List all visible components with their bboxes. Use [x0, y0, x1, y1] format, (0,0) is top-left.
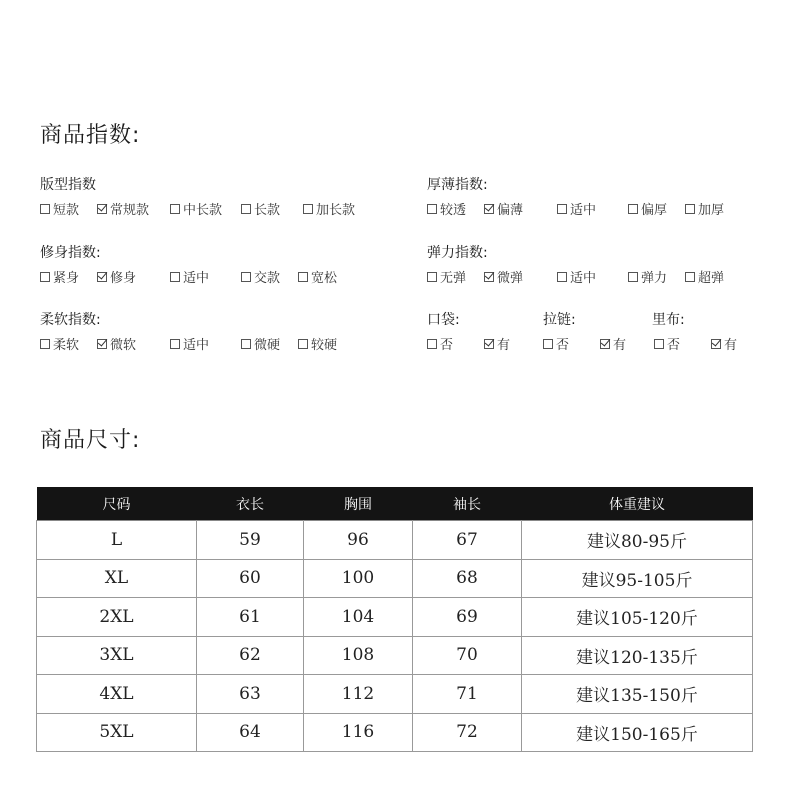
table-row: [37, 521, 753, 560]
option-label: 中长款: [183, 203, 223, 218]
pocket-options: [427, 334, 510, 353]
option[interactable]: [685, 267, 724, 286]
checkbox-icon[interactable]: [628, 204, 638, 214]
table-cell: 59: [197, 521, 304, 560]
table-header-row: [37, 487, 753, 521]
option-label: 宽松: [311, 271, 338, 286]
table-cell: 112: [304, 675, 413, 714]
option[interactable]: [427, 199, 484, 218]
column-header-weight: 体重建议: [522, 487, 753, 521]
checkbox-icon[interactable]: [170, 339, 180, 349]
option[interactable]: [484, 334, 510, 353]
option[interactable]: [711, 334, 737, 353]
option[interactable]: [484, 199, 557, 218]
checkbox-icon[interactable]: [241, 204, 251, 214]
table-cell: 建议95-105斤: [522, 559, 753, 598]
option-label: 交款: [254, 271, 281, 286]
table-row: [37, 559, 753, 598]
table-cell: 108: [304, 636, 413, 675]
checkbox-icon[interactable]: [685, 272, 695, 282]
softness-title: 柔软指数:: [40, 312, 101, 328]
option-label: 适中: [183, 271, 210, 286]
checked-checkbox-icon[interactable]: [97, 339, 107, 349]
checked-checkbox-icon[interactable]: [97, 204, 107, 214]
checkbox-icon[interactable]: [685, 204, 695, 214]
table-cell: 68: [413, 559, 522, 598]
thickness-title: 厚薄指数:: [427, 177, 488, 193]
table-cell: 116: [304, 713, 413, 752]
table-cell: 72: [413, 713, 522, 752]
table-cell: 2XL: [37, 598, 197, 637]
option[interactable]: [40, 334, 97, 353]
option-label: 加长款: [316, 203, 356, 218]
checkbox-icon[interactable]: [654, 339, 664, 349]
table-cell: 60: [197, 559, 304, 598]
lining-options: [654, 334, 737, 353]
option-label: 修身: [110, 271, 137, 286]
table-cell: L: [37, 521, 197, 560]
checked-checkbox-icon[interactable]: [97, 272, 107, 282]
table-cell: 64: [197, 713, 304, 752]
option-label: 有: [613, 338, 627, 353]
checkbox-icon[interactable]: [40, 339, 50, 349]
fit-type-title: 版型指数: [40, 177, 96, 193]
table-cell: XL: [37, 559, 197, 598]
thickness-options: [427, 199, 724, 218]
column-header-length: 衣长: [197, 487, 304, 521]
option-label: 柔软: [53, 338, 80, 353]
option-label: 紧身: [53, 271, 80, 286]
option-label: 偏厚: [641, 203, 668, 218]
checkbox-icon[interactable]: [170, 204, 180, 214]
option-label: 超弹: [698, 271, 725, 286]
option-label: 短款: [53, 203, 80, 218]
checkbox-icon[interactable]: [557, 204, 567, 214]
table-row: [37, 598, 753, 637]
option[interactable]: [543, 334, 600, 353]
checkbox-icon[interactable]: [40, 272, 50, 282]
table-cell: 69: [413, 598, 522, 637]
option[interactable]: [241, 267, 298, 286]
table-cell: 70: [413, 636, 522, 675]
option-label: 有: [497, 338, 511, 353]
option[interactable]: [170, 267, 241, 286]
option[interactable]: [427, 267, 484, 286]
option-label: 适中: [183, 338, 210, 353]
option[interactable]: [303, 199, 355, 218]
option[interactable]: [298, 334, 337, 353]
checked-checkbox-icon[interactable]: [484, 204, 494, 214]
checkbox-icon[interactable]: [298, 272, 308, 282]
table-cell: 67: [413, 521, 522, 560]
option[interactable]: [628, 267, 685, 286]
option[interactable]: [40, 267, 97, 286]
option[interactable]: [600, 334, 626, 353]
product-size-heading: 商品尺寸:: [40, 428, 141, 453]
option[interactable]: [427, 334, 484, 353]
option-label: 较透: [440, 203, 467, 218]
option[interactable]: [170, 199, 241, 218]
zipper-options: [543, 334, 626, 353]
checkbox-icon[interactable]: [40, 204, 50, 214]
option[interactable]: [170, 334, 241, 353]
checked-checkbox-icon[interactable]: [484, 272, 494, 282]
checkbox-icon[interactable]: [303, 204, 313, 214]
table-cell: 100: [304, 559, 413, 598]
checkbox-icon[interactable]: [628, 272, 638, 282]
checkbox-icon[interactable]: [427, 339, 437, 349]
option-label: 否: [556, 338, 570, 353]
option-label: 否: [667, 338, 681, 353]
option[interactable]: [557, 199, 628, 218]
table-cell: 建议135-150斤: [522, 675, 753, 714]
product-index-heading: 商品指数:: [40, 123, 141, 148]
table-cell: 3XL: [37, 636, 197, 675]
option[interactable]: [557, 267, 628, 286]
table-cell: 建议150-165斤: [522, 713, 753, 752]
table-cell: 63: [197, 675, 304, 714]
table-cell: 104: [304, 598, 413, 637]
option-label: 否: [440, 338, 454, 353]
table-cell: 建议80-95斤: [522, 521, 753, 560]
checked-checkbox-icon[interactable]: [600, 339, 610, 349]
table-cell: 5XL: [37, 713, 197, 752]
checkbox-icon[interactable]: [241, 339, 251, 349]
option-label: 加厚: [698, 203, 725, 218]
table-cell: 71: [413, 675, 522, 714]
table-cell: 96: [304, 521, 413, 560]
option[interactable]: [40, 199, 97, 218]
option[interactable]: [97, 267, 170, 286]
table-cell: 62: [197, 636, 304, 675]
checkbox-icon[interactable]: [298, 339, 308, 349]
checkbox-icon[interactable]: [543, 339, 553, 349]
table-cell: 建议105-120斤: [522, 598, 753, 637]
option[interactable]: [97, 199, 170, 218]
checkbox-icon[interactable]: [427, 204, 437, 214]
option-label: 适中: [570, 271, 597, 286]
option[interactable]: [628, 199, 685, 218]
option[interactable]: [241, 199, 303, 218]
option-label: 适中: [570, 203, 597, 218]
option[interactable]: [685, 199, 724, 218]
option-label: 长款: [254, 203, 281, 218]
option-label: 无弹: [440, 271, 467, 286]
checkbox-icon[interactable]: [170, 272, 180, 282]
column-header-size: 尺码: [37, 487, 197, 521]
table-row: [37, 675, 753, 714]
option-label: 偏薄: [497, 203, 524, 218]
lining-title: 里布:: [652, 312, 685, 328]
table-cell: 4XL: [37, 675, 197, 714]
option-label: 微弹: [497, 271, 524, 286]
table-row: [37, 713, 753, 752]
pocket-title: 口袋:: [427, 312, 460, 328]
checked-checkbox-icon[interactable]: [711, 339, 721, 349]
checkbox-icon[interactable]: [557, 272, 567, 282]
option-label: 常规款: [110, 203, 150, 218]
zipper-title: 拉链:: [543, 312, 576, 328]
checked-checkbox-icon[interactable]: [484, 339, 494, 349]
table-cell: 61: [197, 598, 304, 637]
size-table: [36, 487, 753, 752]
checkbox-icon[interactable]: [241, 272, 251, 282]
option[interactable]: [654, 334, 711, 353]
option[interactable]: [298, 267, 337, 286]
option-label: 有: [724, 338, 738, 353]
option[interactable]: [484, 267, 557, 286]
table-cell: 建议120-135斤: [522, 636, 753, 675]
softness-options: [40, 334, 337, 353]
column-header-sleeve: 袖长: [413, 487, 522, 521]
slim-fit-title: 修身指数:: [40, 245, 101, 261]
option-label: 微软: [110, 338, 137, 353]
option[interactable]: [241, 334, 298, 353]
option[interactable]: [97, 334, 170, 353]
fit-type-options: [40, 199, 355, 218]
elasticity-title: 弹力指数:: [427, 245, 488, 261]
column-header-chest: 胸围: [304, 487, 413, 521]
elasticity-options: [427, 267, 724, 286]
option-label: 弹力: [641, 271, 668, 286]
option-label: 较硬: [311, 338, 338, 353]
checkbox-icon[interactable]: [427, 272, 437, 282]
slim-fit-options: [40, 267, 337, 286]
table-row: [37, 636, 753, 675]
option-label: 微硬: [254, 338, 281, 353]
